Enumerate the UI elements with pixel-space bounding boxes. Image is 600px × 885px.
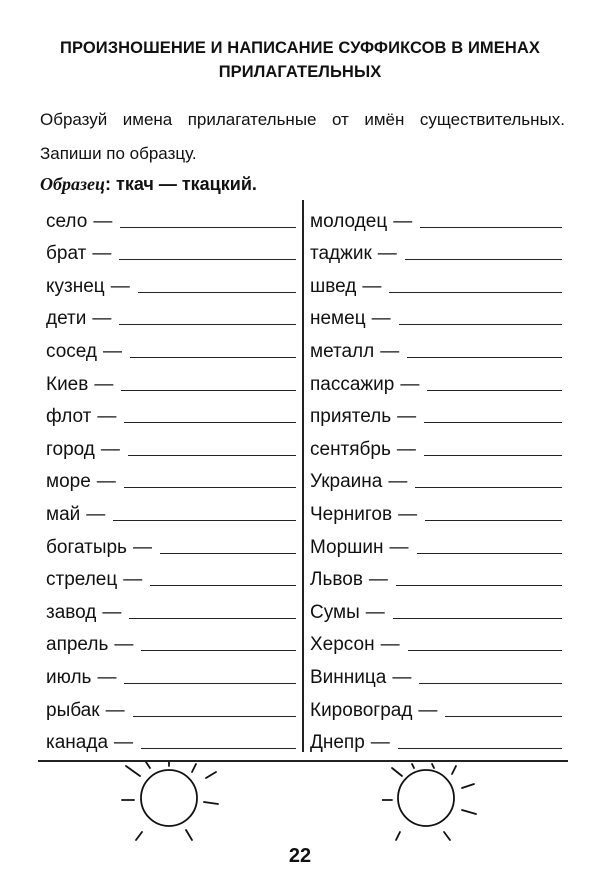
sample-label: Образец (40, 174, 106, 194)
answer-line[interactable] (407, 356, 562, 358)
answer-line[interactable] (124, 421, 296, 423)
dash: — (94, 373, 114, 395)
exercise-row (310, 330, 562, 363)
dash: — (96, 471, 116, 493)
dash: — (93, 210, 113, 232)
exercise-row (46, 396, 296, 429)
dash: — (105, 699, 125, 721)
answer-line[interactable] (138, 291, 296, 293)
dash: — (371, 308, 391, 330)
noun-word: Кировоград (310, 699, 413, 721)
answer-line[interactable] (398, 747, 562, 749)
exercise-row (46, 461, 296, 494)
dash: — (400, 373, 420, 395)
dash: — (397, 406, 417, 428)
answer-line[interactable] (399, 323, 562, 325)
page-title: ПРОИЗНОШЕНИЕ И НАПИСАНИЕ СУФФИКСОВ В ИМЕНАХ ПРИЛАГАТЕЛЬНЫХ (59, 39, 541, 81)
exercise-row (310, 298, 562, 331)
noun-word: Херсон (310, 634, 375, 656)
noun-word: июль (46, 666, 92, 688)
noun-word: Чернигов (310, 503, 393, 525)
dash: — (365, 601, 385, 623)
exercise-row (310, 200, 562, 233)
noun-word: богатырь (46, 536, 127, 558)
noun-word: приятель (310, 406, 392, 428)
exercise-row (310, 722, 562, 755)
answer-line[interactable] (129, 617, 296, 619)
noun-word: дети (46, 308, 87, 330)
noun-word: металл (310, 340, 375, 362)
noun-word: завод (46, 601, 97, 623)
answer-line[interactable] (396, 584, 562, 586)
exercise-row (46, 722, 296, 755)
noun-word: кузнец (46, 275, 105, 297)
answer-line[interactable] (130, 356, 296, 358)
answer-line[interactable] (405, 258, 562, 260)
noun-word: стрелец (46, 569, 118, 591)
exercise-row (46, 298, 296, 331)
sun-icon-left (112, 762, 222, 842)
dash: — (398, 503, 418, 525)
answer-line[interactable] (389, 291, 562, 293)
dash: — (380, 634, 400, 656)
noun-word: швед (310, 275, 357, 297)
noun-word: сентябрь (310, 438, 391, 460)
noun-word: море (46, 471, 91, 493)
dash: — (92, 243, 112, 265)
right-word-column (310, 200, 562, 754)
exercise-row (310, 624, 562, 657)
exercise-row (310, 461, 562, 494)
answer-line[interactable] (419, 682, 562, 684)
answer-line[interactable] (133, 715, 296, 717)
exercise-row (46, 233, 296, 266)
sun-icon-right (382, 762, 492, 842)
exercise-row (46, 363, 296, 396)
noun-word: село (46, 210, 88, 232)
noun-word: пассажир (310, 373, 395, 395)
answer-line[interactable] (417, 552, 562, 554)
noun-word: Львов (310, 569, 363, 591)
dash: — (97, 406, 117, 428)
noun-word: молодец (310, 210, 388, 232)
answer-line[interactable] (150, 584, 296, 586)
answer-line[interactable] (124, 682, 296, 684)
dash: — (388, 471, 408, 493)
noun-word: немец (310, 308, 366, 330)
exercise-row (46, 591, 296, 624)
exercise-row (310, 591, 562, 624)
exercise-row (310, 428, 562, 461)
exercise-row (310, 396, 562, 429)
dash: — (103, 340, 123, 362)
dash: — (110, 275, 130, 297)
left-word-column (46, 200, 296, 754)
instruction-text: Образуй имена прилагательные от имён существительных. Запиши по образцу. (40, 110, 565, 163)
noun-word: Сумы (310, 601, 360, 623)
dash: — (102, 601, 122, 623)
dash: — (418, 699, 438, 721)
exercise-row (46, 689, 296, 722)
noun-word: апрель (46, 634, 109, 656)
noun-word: Моршин (310, 536, 384, 558)
noun-word: Днепр (310, 732, 365, 754)
noun-word: город (46, 438, 95, 460)
answer-line[interactable] (124, 486, 296, 488)
noun-word: таджик (310, 243, 372, 265)
dash: — (368, 569, 388, 591)
answer-line[interactable] (408, 649, 562, 651)
dash: — (100, 438, 120, 460)
noun-word: Киев (46, 373, 89, 395)
exercise-row (310, 233, 562, 266)
answer-line[interactable] (393, 617, 562, 619)
dash: — (97, 666, 117, 688)
answer-line[interactable] (120, 226, 296, 228)
dash: — (132, 536, 152, 558)
exercise-row (46, 330, 296, 363)
dash: — (370, 732, 390, 754)
dash: — (393, 210, 413, 232)
answer-line[interactable] (121, 389, 296, 391)
sample-example (40, 174, 257, 195)
sample-text: : ткач — ткацкий. (105, 174, 257, 194)
answer-line[interactable] (160, 552, 296, 554)
exercise-row (46, 526, 296, 559)
page-number: 22 (288, 845, 312, 867)
noun-word: Украина (310, 471, 383, 493)
answer-line[interactable] (415, 486, 562, 488)
exercise-row (310, 526, 562, 559)
answer-line[interactable] (424, 421, 562, 423)
answer-line[interactable] (141, 747, 296, 749)
column-divider (302, 200, 304, 752)
answer-line[interactable] (128, 454, 296, 456)
answer-line[interactable] (119, 323, 296, 325)
exercise-row (46, 428, 296, 461)
answer-line[interactable] (445, 715, 562, 717)
exercise-row (310, 559, 562, 592)
dash: — (389, 536, 409, 558)
noun-word: май (46, 503, 81, 525)
dash: — (114, 732, 134, 754)
exercise-row (46, 200, 296, 233)
exercise-row (310, 656, 562, 689)
dash: — (396, 438, 416, 460)
answer-line[interactable] (113, 519, 296, 521)
noun-word: канада (46, 732, 109, 754)
exercise-row (46, 656, 296, 689)
noun-word: флот (46, 406, 92, 428)
exercise-row (310, 689, 562, 722)
answer-line[interactable] (141, 649, 296, 651)
exercise-row (310, 363, 562, 396)
noun-word: Винница (310, 666, 387, 688)
dash: — (114, 634, 134, 656)
answer-line[interactable] (425, 519, 562, 521)
answer-line[interactable] (424, 454, 562, 456)
dash: — (392, 666, 412, 688)
noun-word: рыбак (46, 699, 100, 721)
exercise-row (46, 493, 296, 526)
answer-line[interactable] (427, 389, 562, 391)
exercise-row (310, 493, 562, 526)
answer-line[interactable] (420, 226, 562, 228)
noun-word: сосед (46, 340, 98, 362)
exercise-row (46, 265, 296, 298)
noun-word: брат (46, 243, 87, 265)
dash: — (86, 503, 106, 525)
dash: — (123, 569, 143, 591)
dash: — (92, 308, 112, 330)
dash: — (380, 340, 400, 362)
exercise-row (46, 624, 296, 657)
answer-line[interactable] (119, 258, 296, 260)
exercise-row (310, 265, 562, 298)
dash: — (362, 275, 382, 297)
dash: — (377, 243, 397, 265)
exercise-row (46, 559, 296, 592)
